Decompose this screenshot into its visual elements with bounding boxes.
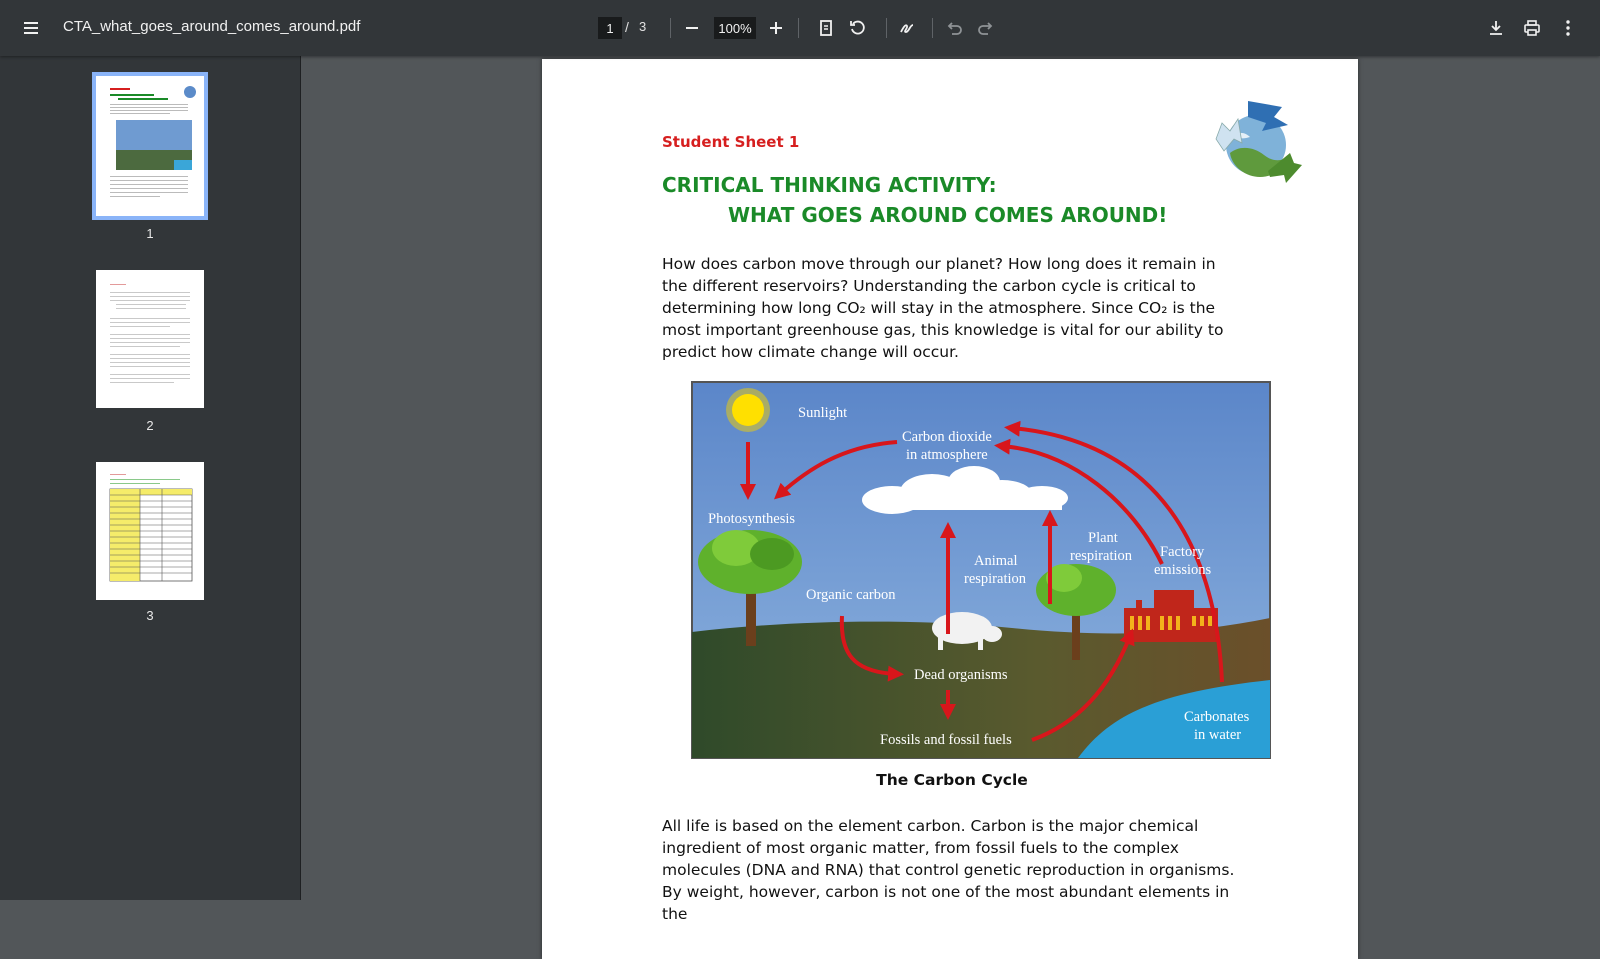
organic-carbon-label: Organic carbon bbox=[806, 587, 896, 603]
photosynthesis-label: Photosynthesis bbox=[708, 511, 796, 527]
carbonates-label-line1: Carbonates bbox=[1184, 709, 1250, 725]
carbon-cycle-diagram bbox=[692, 382, 1270, 758]
print-icon[interactable] bbox=[1518, 14, 1546, 42]
page-total: 3 bbox=[639, 19, 647, 34]
carbonates-label-line2: in water bbox=[1194, 727, 1242, 743]
thumbnail-preview-3 bbox=[96, 462, 204, 600]
document-title: CTA_what_goes_around_comes_around.pdf bbox=[63, 18, 361, 35]
activity-subheading: WHAT GOES AROUND COMES AROUND! bbox=[728, 203, 1168, 227]
body-paragraph: All life is based on the element carbon. Carbon is the major chemical ingredient of most organic matter, from fossil fuels to the complex molecules (DNA and RNA) that control genetic reproduction in organisms. By weight, however, carbon is not one of the most abundant elements in the bbox=[662, 817, 1235, 923]
thumbnail-sidebar bbox=[0, 56, 301, 900]
more-options-icon[interactable] bbox=[1554, 14, 1582, 42]
page-thumbnail-1[interactable] bbox=[96, 76, 204, 216]
plant-respiration-label-line1: Plant bbox=[1088, 530, 1118, 546]
download-icon[interactable] bbox=[1482, 14, 1510, 42]
page-number-input[interactable]: 1 bbox=[598, 17, 622, 39]
toolbar-divider bbox=[798, 18, 799, 38]
co2-label-line1: Carbon dioxide bbox=[902, 429, 992, 445]
page-thumbnail-2[interactable] bbox=[96, 270, 204, 408]
menu-icon[interactable] bbox=[17, 14, 45, 42]
co2-label-line2: in atmosphere bbox=[906, 447, 988, 463]
thumbnail-label-1: 1 bbox=[146, 226, 154, 241]
activity-heading: CRITICAL THINKING ACTIVITY: bbox=[662, 173, 997, 197]
thumbnail-preview-2 bbox=[96, 270, 204, 408]
zoom-out-icon[interactable] bbox=[678, 14, 706, 42]
document-viewer[interactable] bbox=[301, 56, 1600, 923]
rotate-icon[interactable] bbox=[844, 14, 872, 42]
plant-respiration-label-line2: respiration bbox=[1070, 548, 1133, 564]
intro-paragraph: How does carbon move through our planet? How long does it remain in the different reservoirs? Understanding the carbon cycle is critical to determining how long CO₂ will stay in the atmosphere. Since CO₂ is the most important greenhouse gas, this knowledge is vital for our ability to predict how climate change will occur. bbox=[662, 255, 1224, 361]
toolbar-divider bbox=[886, 18, 887, 38]
animal-respiration-label-line2: respiration bbox=[964, 571, 1027, 587]
diagram-caption: The Carbon Cycle bbox=[876, 771, 1028, 789]
annotate-pen-icon[interactable] bbox=[894, 14, 922, 42]
student-sheet-label: Student Sheet 1 bbox=[662, 133, 800, 151]
sunlight-label: Sunlight bbox=[798, 405, 848, 421]
fossils-label: Fossils and fossil fuels bbox=[880, 732, 1012, 748]
thumbnail-preview-1 bbox=[96, 76, 204, 216]
page-thumbnail-3[interactable] bbox=[96, 462, 204, 600]
factory-emissions-label-line1: Factory bbox=[1160, 544, 1205, 560]
animal-respiration-label-line1: Animal bbox=[974, 553, 1018, 569]
toolbar-divider bbox=[932, 18, 933, 38]
undo-icon[interactable] bbox=[940, 14, 968, 42]
fit-page-icon[interactable] bbox=[812, 14, 840, 42]
zoom-level-input[interactable]: 100% bbox=[714, 17, 756, 39]
page-separator: / bbox=[625, 19, 629, 35]
dead-organisms-label: Dead organisms bbox=[914, 667, 1008, 683]
thumbnail-label-3: 3 bbox=[146, 608, 154, 623]
sun-icon bbox=[726, 388, 770, 432]
redo-icon[interactable] bbox=[972, 14, 1000, 42]
thumbnail-label-2: 2 bbox=[146, 418, 154, 433]
pdf-page-1 bbox=[542, 59, 1358, 959]
recycling-globe-logo bbox=[1208, 95, 1304, 191]
factory-emissions-label-line2: emissions bbox=[1154, 562, 1212, 578]
toolbar-divider bbox=[670, 18, 671, 38]
zoom-in-icon[interactable] bbox=[762, 14, 790, 42]
pdf-toolbar bbox=[0, 0, 1600, 56]
